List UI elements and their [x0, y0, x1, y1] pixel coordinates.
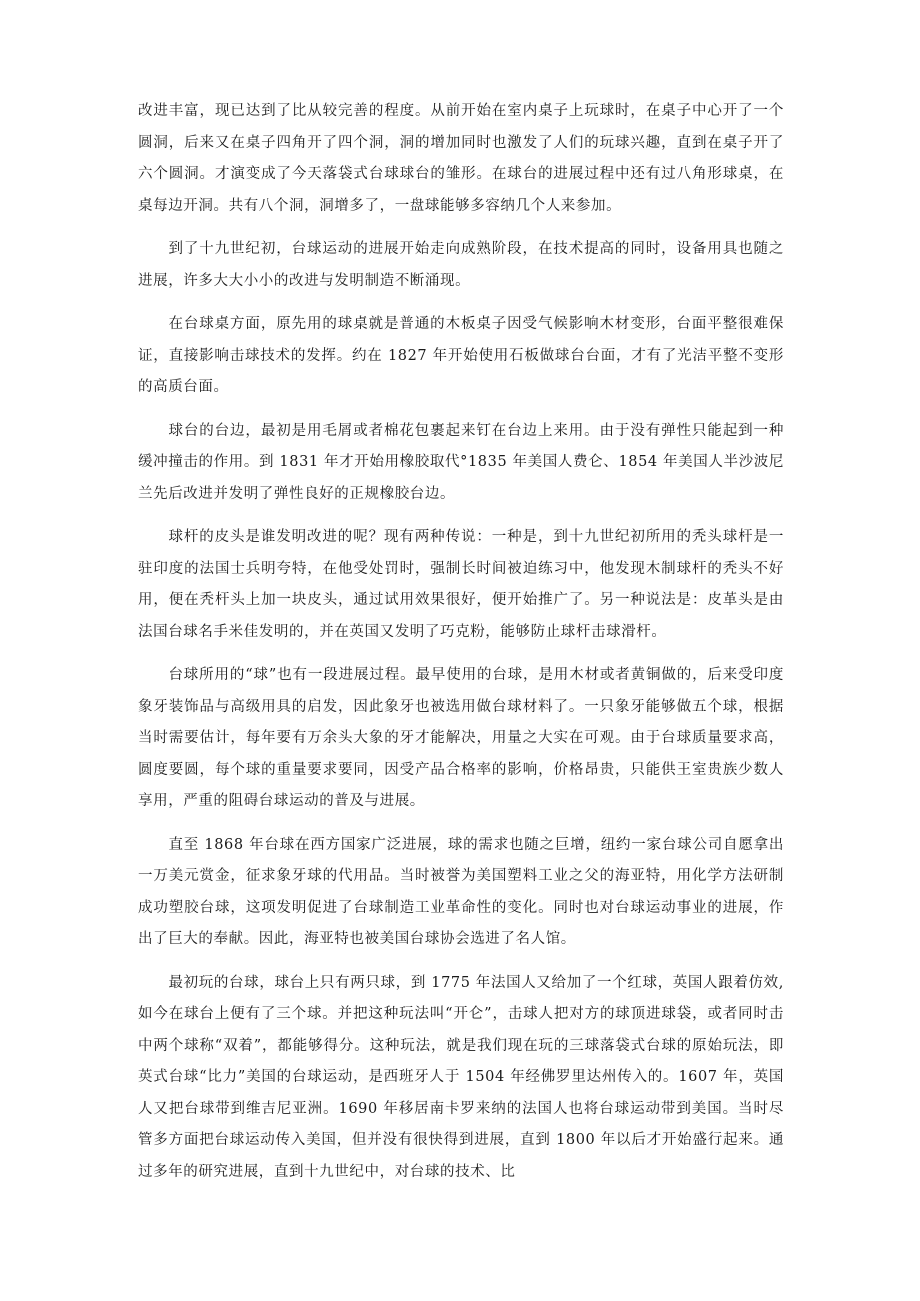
document-body [138, 96, 784, 1200]
paragraph-6: 台球所用的“球”也有一段进展过程。最早使用的台球，是用木材或者黄铜做的，后来受印度象牙装饰品与高级用具的启发，因此象牙也被选用做台球材料了。一只象牙能够做五个球，根据当时需要估计，每年要有万余头大象的牙才能解决，用量之大实在可观。由于台球质量要求高，圆度要圆，每个球的重量要求要同，因受产品合格率的影响，价格昂贵，只能供王室贵族少数人享用，严重的阻碍台球运动的普及与进展。 [138, 667, 784, 809]
paragraph-2: 到了十九世纪初，台球运动的进展开始走向成熟阶段，在技术提高的同时，设备用具也随之进展，许多大大小小的改进与发明制造不断涌现。 [138, 241, 784, 289]
paragraph-8: 最初玩的台球，球台上只有两只球，到 1775 年法国人又给加了一个红球，英国人跟着仿效, 如今在球台上便有了三个球。并把这种玩法叫“开仑”，击球人把对方的球顶进球袋，或者同时击中两个球称“双着”，都能够得分。这种玩法，就是我们现在玩的三球落袋式台球的原始玩法，即英式台球“比力”美国的台球运动，是西班牙人于 1504 年经佛罗里达州传入的。1607 年，英国人又把台球带到维吉尼亚洲。1690 年移居南卡罗来纳的法国人也将台球运动带到美国。当时尽管多方面把台球运动传入美国，但并没有很快得到进展，直到 1800 年以后才开始盛行起来。通过多年的研究进展，直到十九世纪中，对台球的技术、比 [138, 974, 784, 1180]
paragraph-4: 球台的台边，最初是用毛屑或者棉花包裹起来钉在台边上来用。由于没有弹性只能起到一种缓冲撞击的作用。到 1831 年才开始用橡胶取代°1835 年美国人费仑、1854 年美国人半沙波尼兰先后改进并发明了弹性良好的正规橡胶台边。 [138, 422, 784, 502]
paragraph-3: 在台球桌方面，原先用的球桌就是普通的木板桌子因受气候影响木材变形，台面平整很难保证，直接影响击球技术的发挥。约在 1827 年开始使用石板做球台台面，才有了光洁平整不变形的高质台面。 [138, 316, 784, 395]
paragraph-1: 改进丰富，现已达到了比从较完善的程度。从前开始在室内桌子上玩球时，在桌子中心开了一个圆洞，后来又在桌子四角开了四个洞，洞的增加同时也激发了人们的玩球兴趣，直到在桌子开了六个圆洞。才演变成了今天落袋式台球球台的雏形。在球台的进展过程中还有过八角形球桌，在桌每边开洞。共有八个洞，洞增多了，一盘球能够多容纳几个人来参加。 [138, 103, 784, 214]
paragraph-5: 球杆的皮头是谁发明改进的呢？现有两种传说：一种是，到十九世纪初所用的秃头球杆是一驻印度的法国士兵明夸特，在他受处罚时，强制长时间被迫练习中，他发现木制球杆的秃头不好用，便在秃杆头上加一块皮头，通过试用效果很好，便开始推广了。另一种说法是：皮革头是由法国台球名手米佳发明的，并在英国又发明了巧克粉，能够防止球杆击球滑杆。 [138, 529, 784, 640]
paragraph-7: 直至 1868 年台球在西方国家广泛进展，球的需求也随之巨增，纽约一家台球公司自愿拿出一万美元赏金，征求象牙球的代用品。当时被誉为美国塑料工业之父的海亚特，用化学方法研制成功塑胶台球，这项发明促进了台球制造工业革命性的变化。同时也对台球运动事业的进展，作出了巨大的奉献。因此，海亚特也被美国台球协会选进了名人馆。 [138, 836, 784, 947]
